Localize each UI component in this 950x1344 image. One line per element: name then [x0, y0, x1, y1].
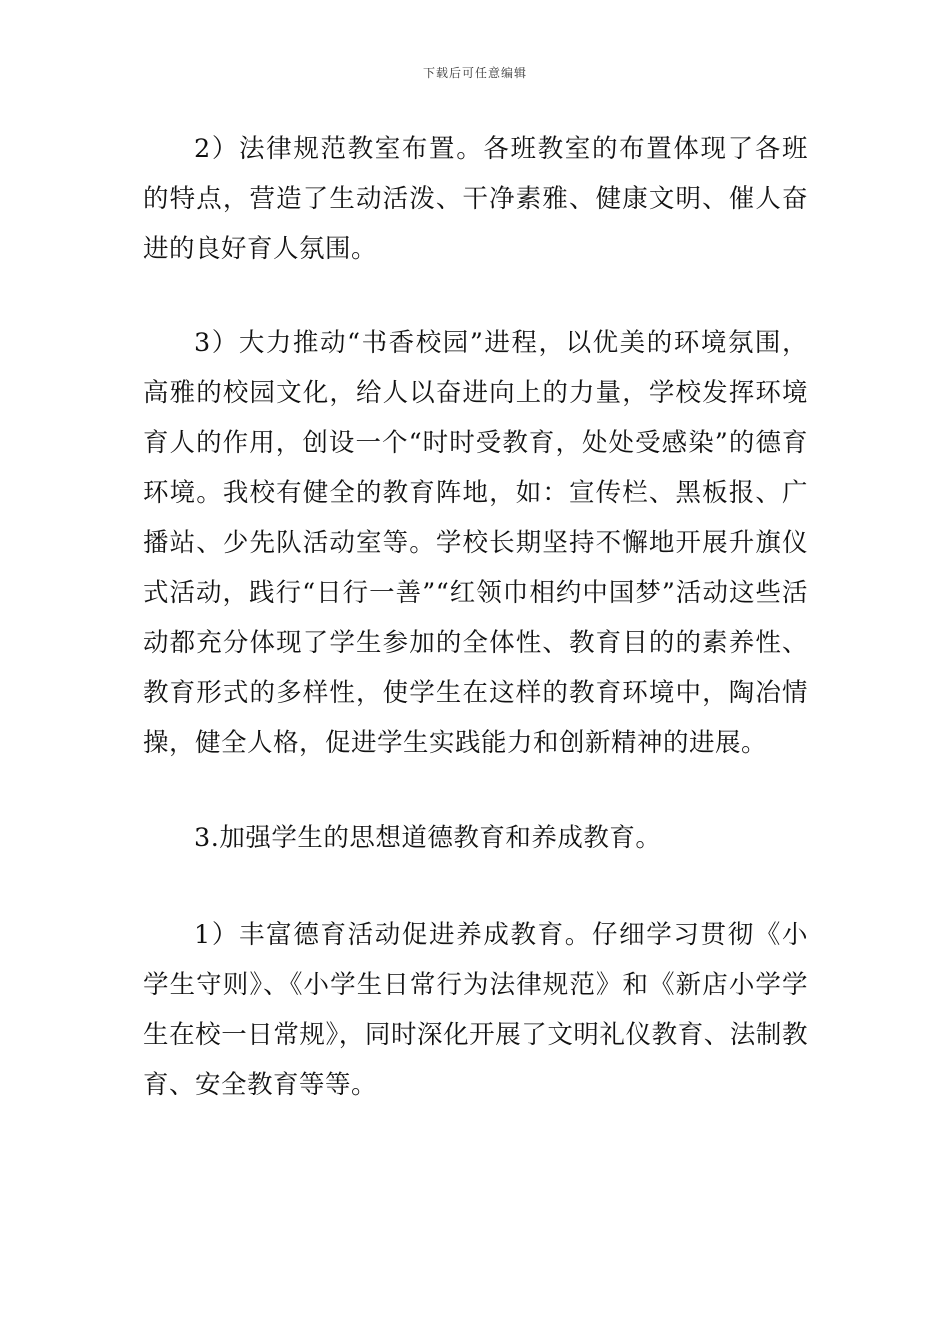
paragraph-spacer [143, 863, 808, 910]
header-note: 下载后可任意编辑 [422, 66, 527, 80]
paragraph-scholarly-campus: 3）大力推动“书香校园”进程，以优美的环境氛围，高雅的校园文化，给人以奋进向上的力量，学校发挥环境育人的作用，创设一个“时时受教育，处处受感染”的德育环境。我校有健全的教育阵地，如：宣传栏、黑板报、广播站、少先队活动室等。学校长期坚持不懈地开展升旗仪式活动，践行“日行一善”“红领巾相约中国梦”活动这些活动都充分体现了学生参加的全体性、教育目的的素养性、教育形式的多样性，使学生在这样的教育环境中，陶冶情操，健全人格，促进学生实践能力和创新精神的进展。 [143, 328, 808, 758]
paragraph-spacer [143, 768, 808, 813]
section-heading-moral-education: 3.加强学生的思想道德教育和养成教育。 [194, 823, 662, 853]
paragraph-spacer [143, 274, 808, 318]
document-body [143, 124, 808, 1110]
paragraph-classroom-layout: 2）法律规范教室布置。各班教室的布置体现了各班的特点，营造了生动活泼、干净素雅、健康文明、催人奋进的良好育人氛围。 [143, 134, 808, 264]
paragraph-habit-education: 1）丰富德育活动促进养成教育。仔细学习贯彻《小学生守则》、《小学生日常行为法律规范》和《新店小学学生在校一日常规》，同时深化开展了文明礼仪教育、法制教育、安全教育等等。 [143, 920, 808, 1100]
